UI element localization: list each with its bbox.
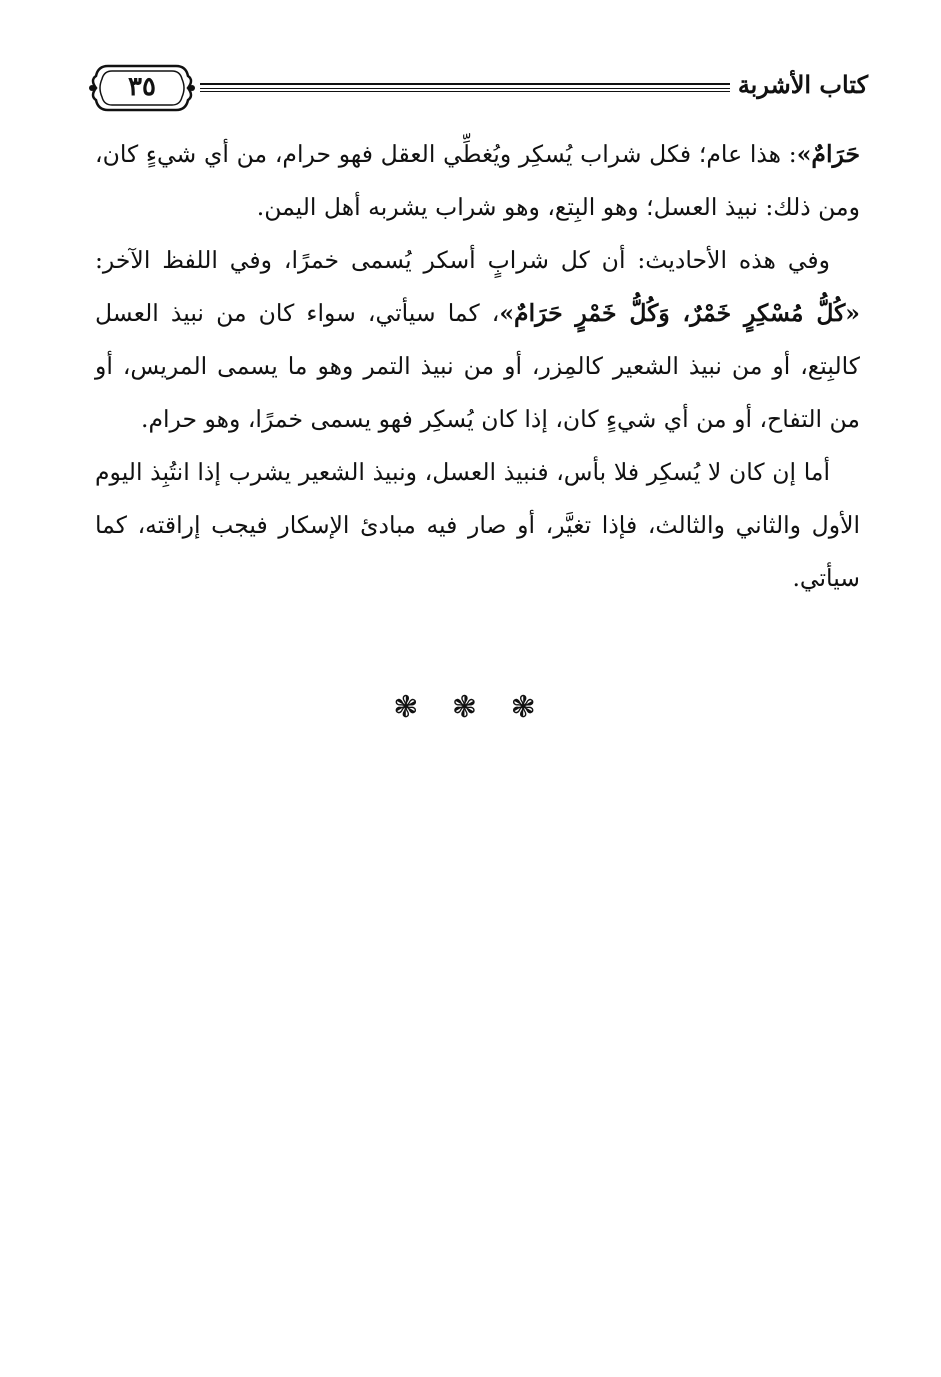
hadith-quote: «كُلُّ مُسْكِرٍ خَمْرٌ، وَكُلُّ خَمْرٍ حَرَامٌ» xyxy=(499,299,860,327)
text-segment: أما إن كان لا يُسكِر فلا بأس، فنبيذ العسل، ونبيذ الشعير يشرب إذا انتُبِذ اليوم الأول والثاني والثالث، فإذا تغيَّر، أو صار فيه مبادئ الإسكار فيجب إراقته، كما سيأتي. xyxy=(95,458,860,592)
running-title: كتاب الأشربة xyxy=(737,70,868,99)
paragraph-1 xyxy=(95,128,860,234)
header-rule xyxy=(200,83,730,89)
page-header xyxy=(88,60,868,116)
text-segment: وفي هذه الأحاديث: أن كل شرابٍ أسكر يُسمى خمرًا، وفي اللفظ الآخر: xyxy=(95,246,830,274)
section-separator: ❃ ❃ ❃ xyxy=(393,690,548,725)
body-text xyxy=(95,128,860,605)
page-number-badge xyxy=(88,60,196,116)
text-segment: ، كما سيأتي، سواء كان من نبيذ العسل كالبِتع، أو من نبيذ الشعير كالمِزر، أو من نبيذ التمر وهو ما يسمى المريس، أو من التفاح، أو من أي شيءٍ كان، إذا كان يُسكِر فهو يسمى خمرًا، وهو حرام. xyxy=(95,299,860,433)
page-number: ٣٥ xyxy=(128,72,156,102)
hadith-quote: حَرَامٌ» xyxy=(796,140,860,168)
paragraph-2 xyxy=(95,234,860,446)
text-segment: : هذا عام؛ فكل شراب يُسكِر ويُغطِّي العقل فهو حرام، من أي شيءٍ كان، ومن ذلك: نبيذ العسل؛ وهو البِتع، وهو شراب يشربه أهل اليمن. xyxy=(95,140,860,221)
paragraph-3 xyxy=(95,446,860,605)
header-rule-thin xyxy=(200,91,730,92)
